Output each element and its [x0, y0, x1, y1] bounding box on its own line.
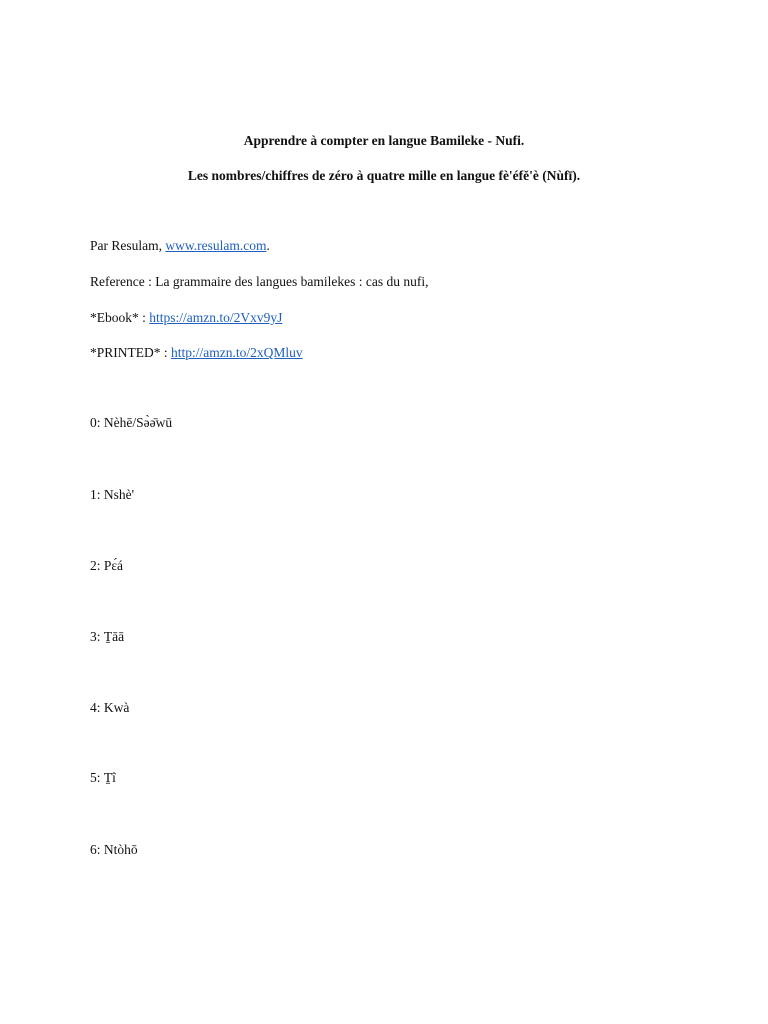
number-item: 0: Nèhē/Sə̀ə̄wū — [90, 415, 173, 430]
number-item: 2: Pɛ́á — [90, 558, 124, 573]
document-title: Apprendre à compter en langue Bamileke - Nufi. — [243, 133, 525, 148]
printed-line — [90, 345, 303, 361]
printed-link[interactable]: http://amzn.to/2xQMluv — [171, 345, 303, 360]
number-item: 3: Ṯāā — [90, 629, 125, 644]
ebook-link[interactable]: https://amzn.to/2Vxv9yJ — [149, 310, 283, 325]
number-item: 4: Kwà — [90, 700, 130, 715]
ebook-label: *Ebook* : — [90, 310, 150, 325]
reference-line: Reference : La grammaire des langues bamilekes : cas du nufi, — [90, 274, 429, 289]
author-prefix: Par Resulam, — [90, 238, 166, 253]
author-suffix: . — [266, 238, 270, 253]
number-item: 5: Ṯî — [90, 770, 116, 785]
printed-label: *PRINTED* : — [90, 345, 171, 360]
author-website-link[interactable]: www.resulam.com — [165, 238, 267, 253]
ebook-line — [90, 310, 282, 326]
document-subtitle: Les nombres/chiffres de zéro à quatre mille en langue fè'éfě'è (Nùfī). — [187, 168, 581, 183]
number-item: 6: Ntòhō — [90, 842, 138, 857]
author-line — [90, 238, 270, 254]
number-item: 1: Nshè' — [90, 487, 135, 502]
